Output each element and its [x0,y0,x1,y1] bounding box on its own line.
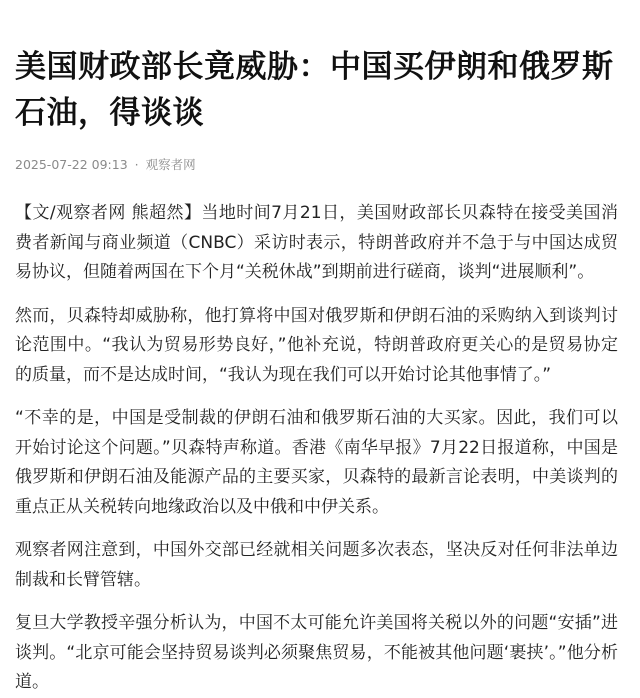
article-paragraph: 复旦大学教授辛强分析认为，中国不太可能允许美国将关税以外的问题“安插”进谈判。“北京可能会坚持贸易谈判必须聚焦贸易，不能被其他问题‘裹挟’。”他分析道。 [15,613,618,692]
publish-datetime: 2025-07-22 09:13 [15,157,128,172]
article-paragraph: 观察者网注意到，中国外交部已经就相关问题多次表态，坚决反对任何非法单边制裁和长臂管辖。 [15,540,618,590]
article-meta [15,156,618,174]
article-paragraph: 然而，贝森特却威胁称，他打算将中国对俄罗斯和伊朗石油的采购纳入到谈判讨论范围中。“我认为贸易形势良好，”他补充说，特朗普政府更关心的是贸易协定的质量，而不是达成时间，“我认为现在我们可以开始讨论其他事情了。” [15,305,618,385]
article-paragraph: 【文/观察者网 熊超然】当地时间7月21日，美国财政部长贝森特在接受美国消费者新闻与商业频道（CNBC）采访时表示，特朗普政府并不急于与中国达成贸易协议，但随着两国在下个月“关税休战”到期前进行磋商，谈判“进展顺利”。 [15,203,618,282]
meta-separator: · [134,157,139,172]
article-paragraph: “不幸的是，中国是受制裁的伊朗石油和俄罗斯石油的大买家。因此，我们可以开始讨论这个问题。”贝森特声称道。香港《南华早报》7月22日报道称，中国是俄罗斯和伊朗石油及能源产品的主要买家，贝森特的最新言论表明，中美谈判的重点正从关税转向地缘政治以及中俄和中伊关系。 [15,408,618,517]
article-title: 美国财政部长竟威胁：中国买伊朗和俄罗斯石油，得谈谈 [15,49,614,131]
article-body [15,199,618,698]
article-source: 观察者网 [145,157,196,172]
